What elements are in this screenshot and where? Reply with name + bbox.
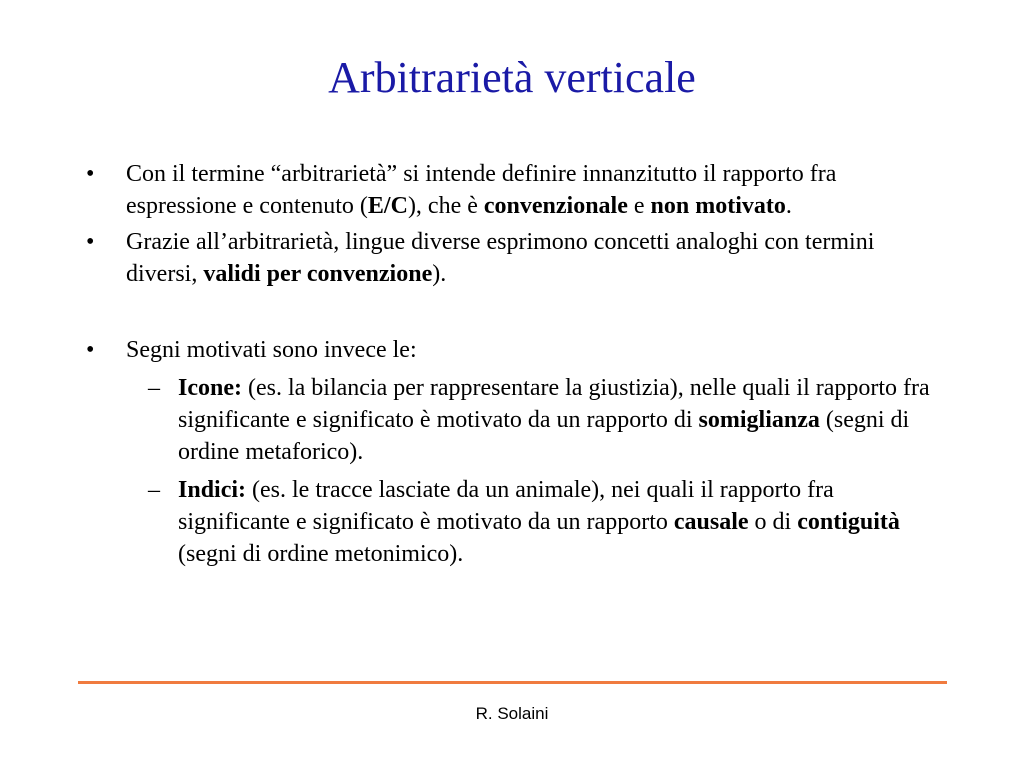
bullet-text: Segni motivati sono invece le:: [126, 337, 417, 363]
sub-bullet-icone: [132, 372, 946, 468]
bullet-marker: •: [86, 337, 95, 363]
bullet-marker: •: [86, 161, 95, 187]
bold-term: causale: [673, 509, 749, 535]
slide-title: Arbitrarietà verticale: [328, 53, 696, 102]
sub-bullet-text: (segni di ordine metaforico).: [178, 407, 910, 465]
bold-term: E/C: [367, 193, 408, 219]
sub-bullet-text: (segni di ordine metonimico).: [178, 541, 464, 567]
bold-term: non motivato: [650, 193, 786, 219]
bullet-text: e: [627, 193, 651, 219]
bold-term: somiglianza: [698, 407, 820, 433]
sub-bullet-text: (es. le tracce lasciate da un animale), nei quali il rapporto fra significante e significato è motivato da un rapporto: [178, 477, 834, 535]
sub-bullet-marker: –: [148, 375, 160, 401]
sub-bullet-marker: –: [148, 477, 160, 503]
sub-bullet-indici: [132, 474, 946, 570]
bold-term: Icone:: [178, 375, 242, 401]
bullet-lingue-diverse: [86, 226, 946, 290]
bullet-text: .: [785, 193, 792, 219]
bullet-marker: •: [86, 229, 95, 255]
bold-term: Indici:: [178, 477, 247, 503]
footer-author: R. Solaini: [475, 704, 549, 723]
bold-term: validi per convenzione: [203, 261, 433, 287]
bullet-text: Grazie all’arbitrarietà, lingue diverse esprimono concetti analoghi con termini diversi,: [126, 229, 875, 287]
slide-body: [86, 158, 946, 574]
bullet-text: Con il termine “arbitrarietà” si intende definire innanzitutto il rapporto fra espressione e contenuto (: [126, 161, 837, 219]
bullet-text: ), che è: [407, 193, 484, 219]
sub-bullet-text: (es. la bilancia per rappresentare la giustizia), nelle quali il rapporto fra significante e significato è motivato da un rapporto di: [178, 375, 930, 433]
bullet-arbitrarieta-definizione: [86, 158, 946, 222]
bold-term: convenzionale: [483, 193, 628, 219]
footer-divider: [78, 681, 947, 684]
bullet-segni-motivati: [86, 334, 946, 366]
sub-bullet-text: o di: [748, 509, 798, 535]
bullet-text: ).: [432, 261, 447, 287]
bold-term: contiguità: [797, 509, 900, 535]
